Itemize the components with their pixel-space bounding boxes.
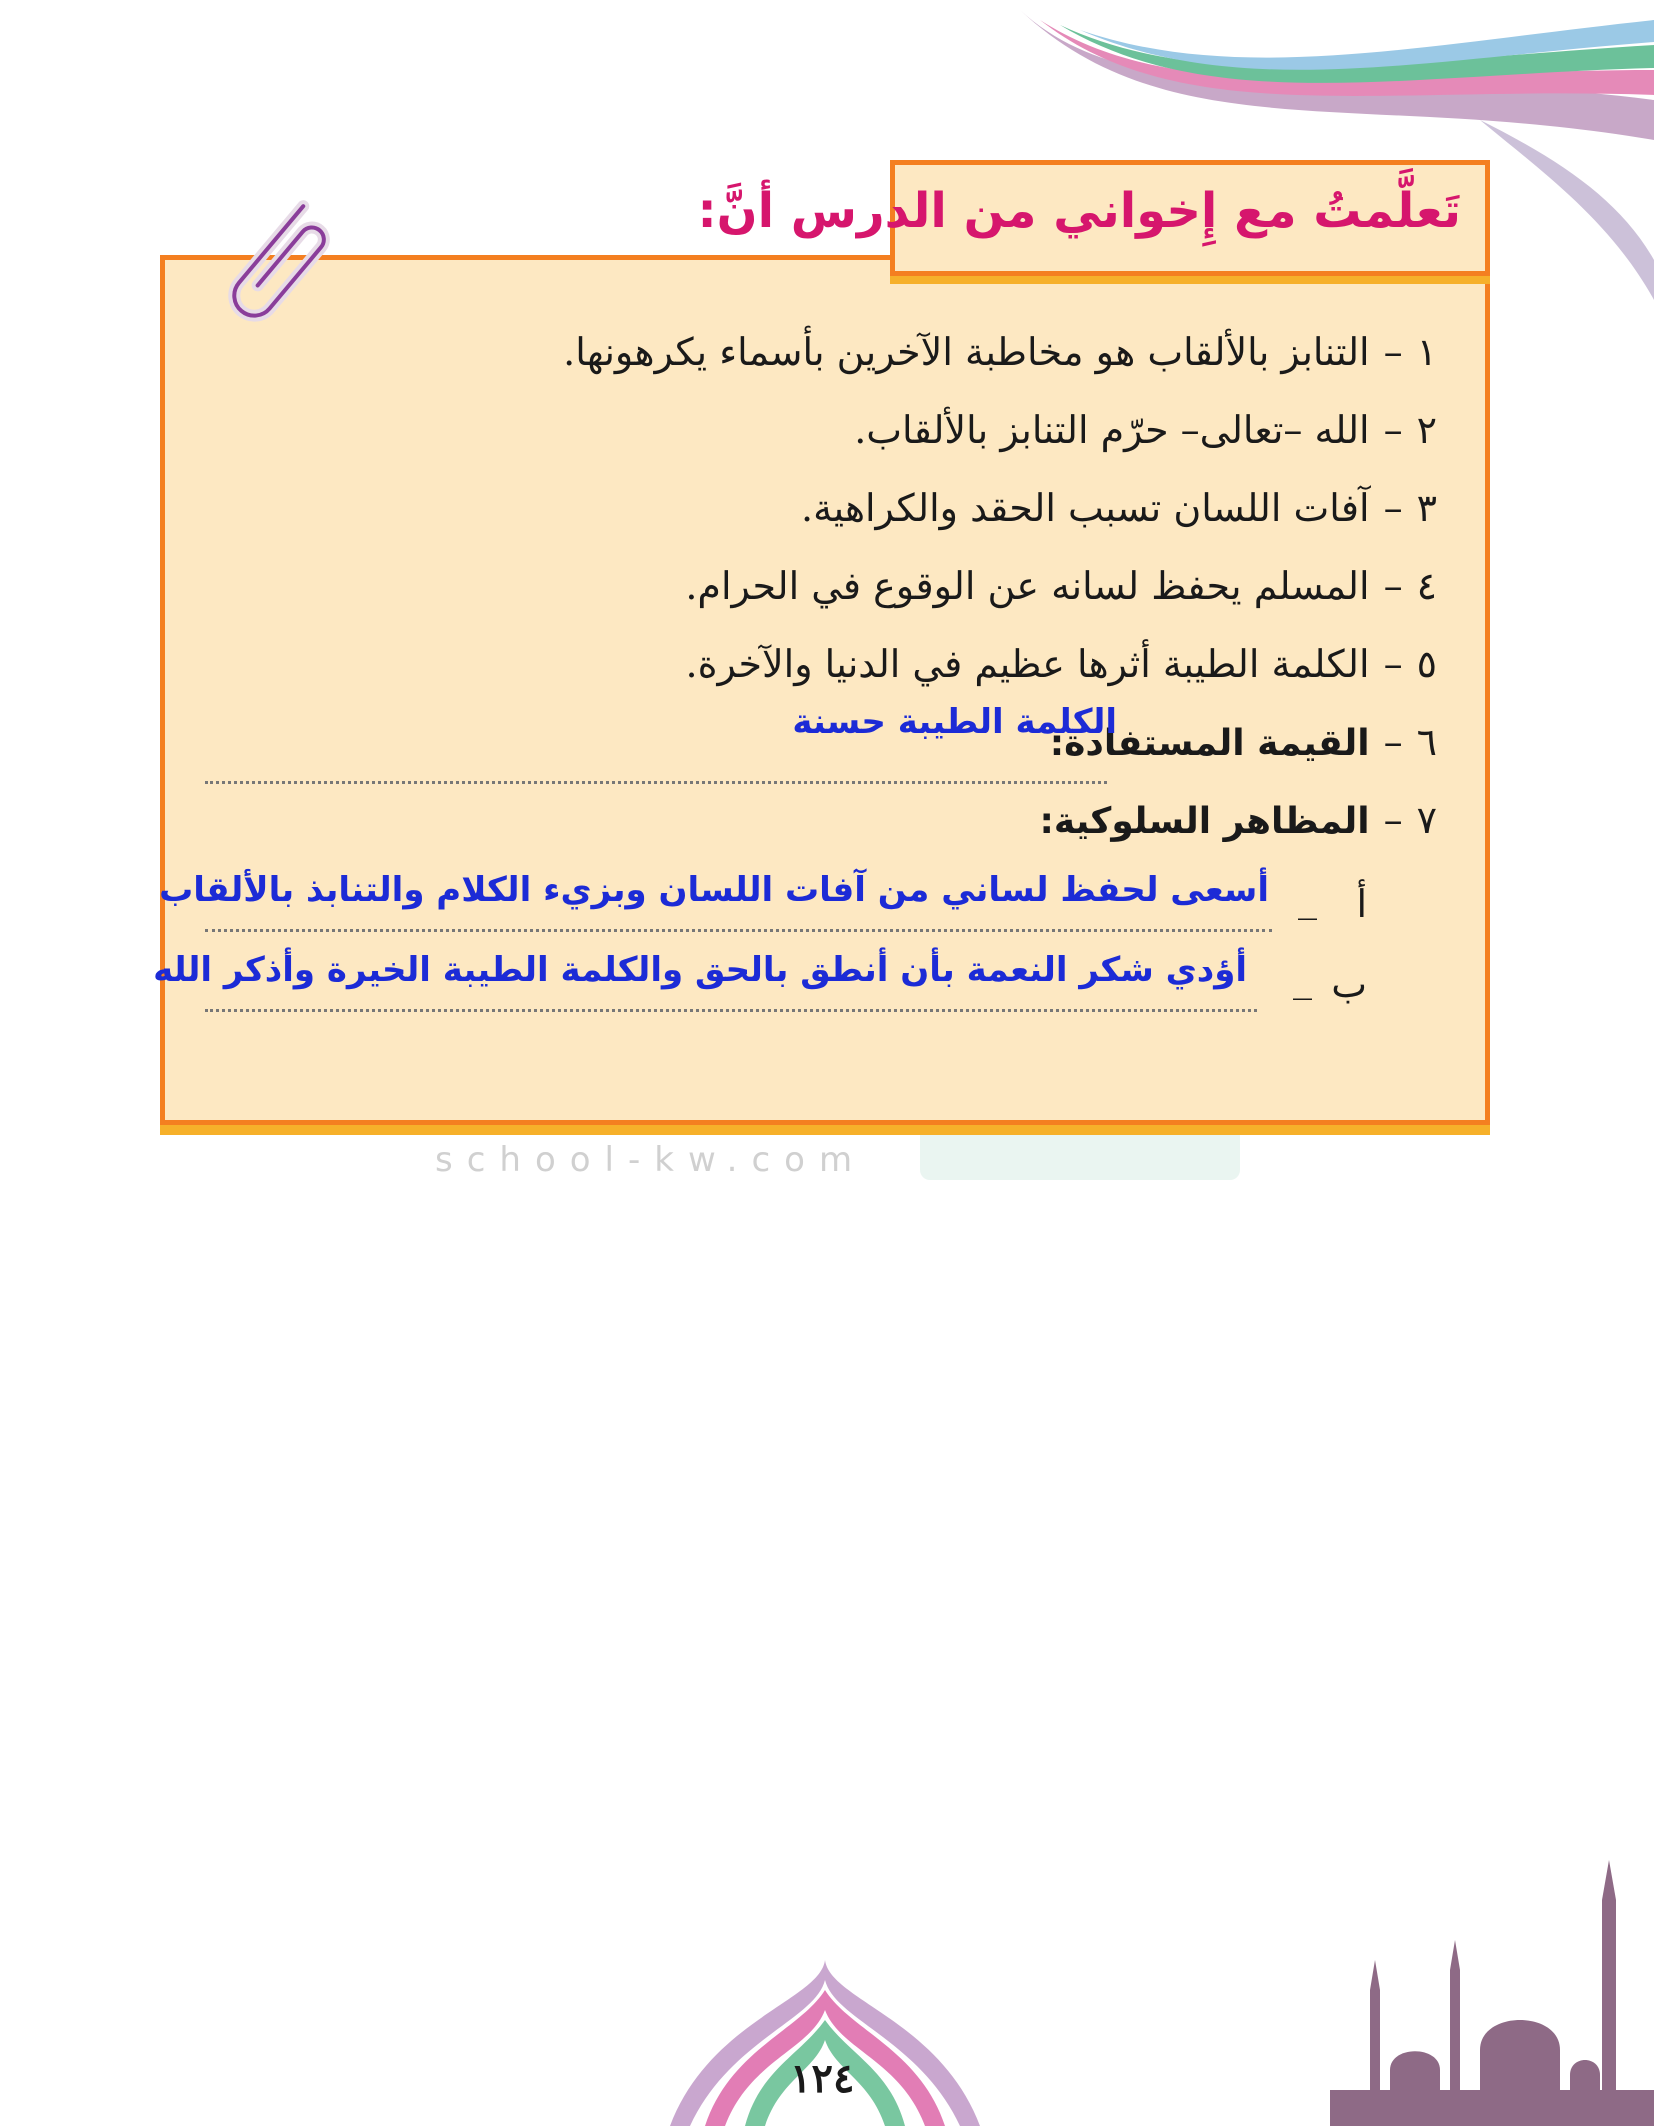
item-number: ٣ xyxy=(1416,486,1437,530)
item-number: ٧ xyxy=(1416,798,1437,842)
item-text: آفات اللسان تسبب الحقد والكراهية. xyxy=(801,486,1370,530)
sub-letter: ب xyxy=(1331,962,1367,1006)
paperclip-icon xyxy=(205,190,355,340)
value-label: القيمة المستفادة: xyxy=(1049,723,1370,764)
item-number: ١ xyxy=(1416,330,1437,374)
item-text: المسلم يحفظ لسانه عن الوقوع في الحرام. xyxy=(685,564,1370,608)
item-text: الله –تعالى– حرّم التنابز بالألقاب. xyxy=(854,408,1370,452)
list-item: ١–التنابز بالألقاب هو مخاطبة الآخرين بأسماء يكرهونها. xyxy=(563,330,1437,374)
list-item: ٥–الكلمة الطيبة أثرها عظيم في الدنيا والآخرة. xyxy=(685,642,1437,686)
item-text: الكلمة الطيبة أثرها عظيم في الدنيا والآخرة. xyxy=(685,642,1370,686)
answer-line xyxy=(205,1009,1257,1012)
item-number: ٦ xyxy=(1416,720,1437,764)
behavior-label: المظاهر السلوكية: xyxy=(1039,801,1370,842)
list-item: ٤–المسلم يحفظ لسانه عن الوقوع في الحرام. xyxy=(685,564,1437,608)
list-item: ٣–آفات اللسان تسبب الحقد والكراهية. xyxy=(801,486,1437,530)
list-item: ٢–الله –تعالى– حرّم التنابز بالألقاب. xyxy=(854,408,1437,452)
item-number: ٢ xyxy=(1416,408,1437,452)
item-number: ٤ xyxy=(1416,564,1437,608)
behavior-answer[interactable]: أؤدي شكر النعمة بأن أنطق بالحق والكلمة الطيبة الخيرة وأذكر الله xyxy=(153,950,1247,990)
summary-card xyxy=(153,255,1490,1125)
answer-line xyxy=(205,929,1272,932)
section-title: تَعلَّمتُ مع إِخواني من الدرس أنَّ: xyxy=(697,183,1461,239)
watermark-url: school-kw.com xyxy=(435,1140,867,1180)
mosque-silhouette-icon xyxy=(1330,1860,1654,2126)
behavior-item: ٧–المظاهر السلوكية: xyxy=(1039,798,1437,842)
behavior-answer[interactable]: أسعى لحفظ لساني من آفات اللسان وبزيء الكلام والتنابذ بالألقاب xyxy=(159,870,1269,910)
behavior-sub-item: ب _ أؤدي شكر النعمة بأن أنطق بالحق والكلمة الطيبة الخيرة وأذكر الله xyxy=(205,956,1437,1036)
answer-line xyxy=(205,781,1107,784)
sub-letter: أ xyxy=(1356,882,1367,926)
value-answer[interactable]: الكلمة الطيبة حسنة xyxy=(792,702,1117,742)
value-item: ٦–القيمة المستفادة: الكلمة الطيبة حسنة xyxy=(205,720,1437,798)
behavior-sub-item: أ _ أسعى لحفظ لساني من آفات اللسان وبزيء الكلام والتنابذ بالألقاب xyxy=(205,876,1437,956)
summary-list xyxy=(153,330,1437,1036)
item-text: التنابز بالألقاب هو مخاطبة الآخرين بأسماء يكرهونها. xyxy=(563,330,1370,374)
section-title-tab xyxy=(697,160,1490,276)
item-number: ٥ xyxy=(1416,642,1437,686)
page-number: ١٢٤ xyxy=(790,2055,855,2102)
